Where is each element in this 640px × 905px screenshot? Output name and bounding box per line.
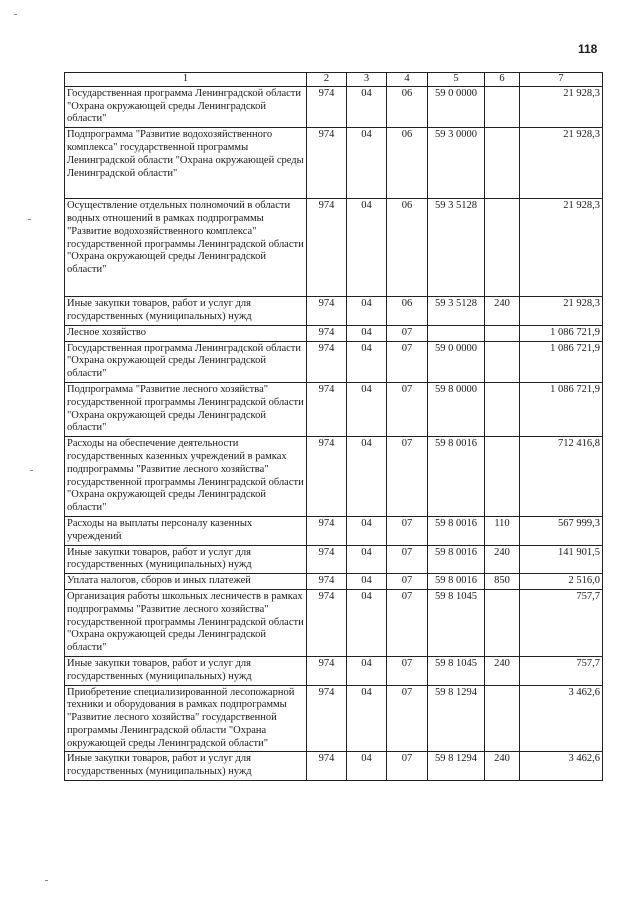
row-pr: 06 (387, 199, 428, 297)
table-row (65, 545, 603, 574)
row-vr: 850 (485, 574, 520, 590)
table-row (65, 199, 603, 297)
row-pr: 07 (387, 545, 428, 574)
row-vr (485, 685, 520, 752)
row-csr (428, 325, 485, 341)
row-grbs: 974 (307, 341, 347, 382)
row-name: Приобретение специализированной лесопожарной техники и оборудования в рамках подпрограммы "Развитие лесного хозяйства" государственной программы Ленинградской области "Охрана окружающей среды Ленинградской области" (65, 685, 307, 752)
column-header: 3 (347, 73, 387, 87)
row-sum: 21 928,3 (520, 128, 603, 199)
row-pr: 07 (387, 341, 428, 382)
row-name: Иные закупки товаров, работ и услуг для государственных (муниципальных) нужд (65, 545, 307, 574)
column-header: 2 (307, 73, 347, 87)
row-grbs: 974 (307, 382, 347, 436)
scan-mark (45, 880, 48, 881)
row-rz: 04 (347, 128, 387, 199)
row-rz: 04 (347, 86, 387, 127)
table-row (65, 341, 603, 382)
row-csr: 59 8 0016 (428, 574, 485, 590)
row-pr: 06 (387, 128, 428, 199)
row-pr: 06 (387, 297, 428, 326)
table-row (65, 128, 603, 199)
row-csr: 59 8 0016 (428, 516, 485, 545)
row-vr: 240 (485, 297, 520, 326)
table-row (65, 325, 603, 341)
row-csr: 59 8 1045 (428, 589, 485, 656)
row-rz: 04 (347, 685, 387, 752)
row-name: Иные закупки товаров, работ и услуг для государственных (муниципальных) нужд (65, 752, 307, 781)
row-name: Осуществление отдельных полномочий в области водных отношений в рамках подпрограммы "Развитие водохозяйственного комплекса" государственной программы Ленинградской области "Охрана окружающей среды Ленинградской области" (65, 199, 307, 297)
row-pr: 07 (387, 437, 428, 517)
row-name: Государственная программа Ленинградской области "Охрана окружающей среды Ленинградской области" (65, 86, 307, 127)
row-pr: 07 (387, 516, 428, 545)
row-sum: 1 086 721,9 (520, 382, 603, 436)
row-grbs: 974 (307, 437, 347, 517)
row-sum: 21 928,3 (520, 86, 603, 127)
scan-mark (14, 14, 17, 15)
row-grbs: 974 (307, 545, 347, 574)
table-header-row (65, 73, 603, 87)
table-row (65, 516, 603, 545)
table-row (65, 685, 603, 752)
row-vr: 110 (485, 516, 520, 545)
column-header: 5 (428, 73, 485, 87)
row-pr: 07 (387, 752, 428, 781)
row-rz: 04 (347, 325, 387, 341)
row-rz: 04 (347, 516, 387, 545)
row-csr: 59 8 1045 (428, 656, 485, 685)
scan-mark (30, 470, 33, 471)
row-csr: 59 0 0000 (428, 341, 485, 382)
row-name: Иные закупки товаров, работ и услуг для государственных (муниципальных) нужд (65, 656, 307, 685)
row-vr (485, 325, 520, 341)
row-rz: 04 (347, 545, 387, 574)
row-pr: 07 (387, 574, 428, 590)
page-number: 118 (578, 42, 598, 56)
row-grbs: 974 (307, 86, 347, 127)
row-sum: 2 516,0 (520, 574, 603, 590)
row-csr: 59 8 0016 (428, 545, 485, 574)
row-vr (485, 341, 520, 382)
column-header: 1 (65, 73, 307, 87)
row-rz: 04 (347, 656, 387, 685)
row-pr: 06 (387, 86, 428, 127)
row-vr (485, 382, 520, 436)
row-sum: 3 462,6 (520, 752, 603, 781)
row-pr: 07 (387, 685, 428, 752)
row-sum: 1 086 721,9 (520, 325, 603, 341)
row-sum: 757,7 (520, 589, 603, 656)
row-grbs: 974 (307, 325, 347, 341)
row-vr: 240 (485, 545, 520, 574)
row-grbs: 974 (307, 752, 347, 781)
row-vr (485, 199, 520, 297)
row-csr: 59 3 0000 (428, 128, 485, 199)
row-grbs: 974 (307, 199, 347, 297)
row-pr: 07 (387, 325, 428, 341)
row-name: Государственная программа Ленинградской области "Охрана окружающей среды Ленинградской области" (65, 341, 307, 382)
row-rz: 04 (347, 341, 387, 382)
row-vr: 240 (485, 656, 520, 685)
table-row (65, 574, 603, 590)
row-vr (485, 437, 520, 517)
row-name: Лесное хозяйство (65, 325, 307, 341)
row-grbs: 974 (307, 589, 347, 656)
row-csr: 59 0 0000 (428, 86, 485, 127)
row-grbs: 974 (307, 128, 347, 199)
table-row (65, 752, 603, 781)
budget-table (64, 72, 603, 781)
row-csr: 59 8 0000 (428, 382, 485, 436)
row-rz: 04 (347, 574, 387, 590)
row-name: Расходы на выплаты персоналу казенных учреждений (65, 516, 307, 545)
row-grbs: 974 (307, 516, 347, 545)
row-pr: 07 (387, 589, 428, 656)
table-row (65, 382, 603, 436)
row-rz: 04 (347, 752, 387, 781)
row-sum: 141 901,5 (520, 545, 603, 574)
row-rz: 04 (347, 199, 387, 297)
row-grbs: 974 (307, 685, 347, 752)
column-header: 6 (485, 73, 520, 87)
row-pr: 07 (387, 382, 428, 436)
row-rz: 04 (347, 382, 387, 436)
scan-mark (28, 219, 31, 220)
table-row (65, 437, 603, 517)
row-name: Подпрограмма "Развитие лесного хозяйства" государственной программы Ленинградской области "Охрана окружающей среды Ленинградской области" (65, 382, 307, 436)
row-sum: 3 462,6 (520, 685, 603, 752)
row-vr (485, 128, 520, 199)
row-csr: 59 8 1294 (428, 752, 485, 781)
row-csr: 59 8 0016 (428, 437, 485, 517)
row-csr: 59 3 5128 (428, 199, 485, 297)
row-grbs: 974 (307, 656, 347, 685)
row-name: Уплата налогов, сборов и иных платежей (65, 574, 307, 590)
row-grbs: 974 (307, 297, 347, 326)
row-csr: 59 8 1294 (428, 685, 485, 752)
table-row (65, 589, 603, 656)
table-row (65, 297, 603, 326)
row-vr (485, 86, 520, 127)
table-row (65, 86, 603, 127)
row-rz: 04 (347, 297, 387, 326)
row-rz: 04 (347, 437, 387, 517)
row-name: Подпрограмма "Развитие водохозяйственного комплекса" государственной программы Ленинградской области "Охрана окружающей среды Ленинградской области" (65, 128, 307, 199)
row-rz: 04 (347, 589, 387, 656)
column-header: 7 (520, 73, 603, 87)
row-sum: 757,7 (520, 656, 603, 685)
row-csr: 59 3 5128 (428, 297, 485, 326)
row-name: Иные закупки товаров, работ и услуг для государственных (муниципальных) нужд (65, 297, 307, 326)
row-sum: 712 416,8 (520, 437, 603, 517)
row-sum: 1 086 721,9 (520, 341, 603, 382)
row-sum: 21 928,3 (520, 297, 603, 326)
row-name: Расходы на обеспечение деятельности государственных казенных учреждений в рамках подпрограммы "Развитие лесного хозяйства" государственной программы Ленинградской области "Охрана окружающей среды Ленинградской области" (65, 437, 307, 517)
row-sum: 21 928,3 (520, 199, 603, 297)
row-vr: 240 (485, 752, 520, 781)
row-sum: 567 999,3 (520, 516, 603, 545)
row-vr (485, 589, 520, 656)
column-header: 4 (387, 73, 428, 87)
table-row (65, 656, 603, 685)
row-name: Организация работы школьных лесничеств в рамках подпрограммы "Развитие лесного хозяйства" государственной программы Ленинградской области "Охрана окружающей среды Ленинградской области" (65, 589, 307, 656)
row-grbs: 974 (307, 574, 347, 590)
row-pr: 07 (387, 656, 428, 685)
